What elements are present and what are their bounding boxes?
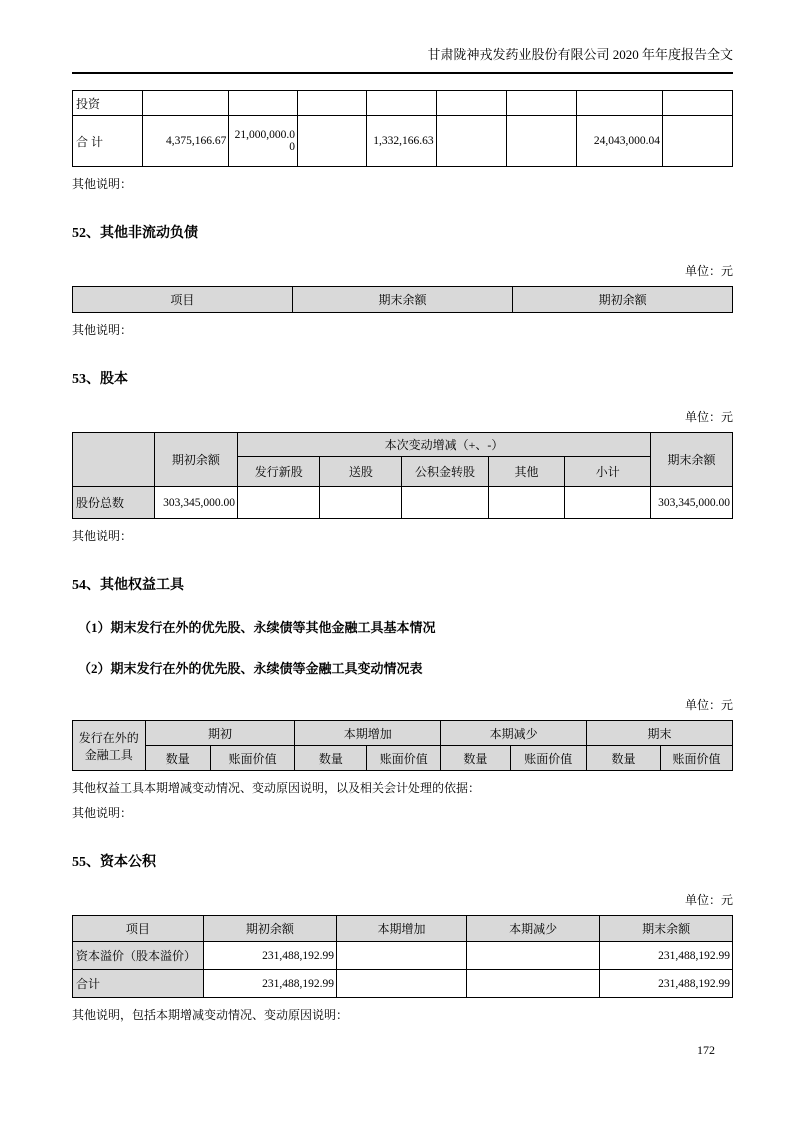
table-cell xyxy=(336,970,466,998)
section-heading-52: 52、其他非流动负债 xyxy=(72,226,198,241)
other-note: 其他说明： xyxy=(72,529,133,543)
col-header: 数量 xyxy=(295,746,367,771)
row-label: 合计 xyxy=(73,970,204,998)
capital-reserve-table xyxy=(72,915,733,998)
col-header: 数量 xyxy=(441,746,510,771)
corner-cell xyxy=(73,433,155,487)
col-group-header: 期初 xyxy=(145,721,295,746)
table-cell: 1,332,166.63 xyxy=(366,116,436,167)
table-cell: 303,345,000.00 xyxy=(651,487,733,519)
table-cell xyxy=(506,91,576,116)
table-subheader-row xyxy=(73,746,733,771)
table-cell xyxy=(229,91,298,116)
col-group-header: 本期增加 xyxy=(295,721,441,746)
other-note: 其他说明： xyxy=(72,177,133,191)
doc-header-title: 甘肃陇神戎发药业股份有限公司 2020 年年度报告全文 xyxy=(72,46,733,74)
row-label: 投资 xyxy=(73,91,143,116)
subsection-heading-2: （2）期末发行在外的优先股、永续债等金融工具变动情况表 xyxy=(78,661,423,676)
table-cell xyxy=(436,116,506,167)
col-header: 本期增加 xyxy=(336,916,466,942)
table-row xyxy=(73,942,733,970)
table-row-total xyxy=(73,116,733,167)
other-note: 其他说明： xyxy=(72,323,133,337)
col-header: 数量 xyxy=(145,746,210,771)
table-cell xyxy=(336,942,466,970)
unit-label: 单位：元 xyxy=(684,410,733,424)
share-capital-table xyxy=(72,432,733,519)
table-cell xyxy=(436,91,506,116)
table-cell xyxy=(237,487,320,519)
table-cell: 303,345,000.00 xyxy=(154,487,237,519)
unit-label: 单位：元 xyxy=(684,893,733,907)
other-equity-instruments-table xyxy=(72,720,733,771)
table-cell: 231,488,192.99 xyxy=(600,942,733,970)
col-group-header: 本次变动增减（+、-） xyxy=(237,433,650,457)
other-noncurrent-liabilities-table xyxy=(72,286,733,313)
col-header: 发行在外的金融工具 xyxy=(73,721,146,771)
table-header-row xyxy=(73,916,733,942)
table-cell xyxy=(366,91,436,116)
table-row-total xyxy=(73,970,733,998)
other-note: 其他说明，包括本期增减变动情况、变动原因说明： xyxy=(72,1008,349,1022)
table-header-row xyxy=(73,721,733,746)
section-heading-53: 53、股本 xyxy=(72,372,128,387)
table-cell xyxy=(467,970,600,998)
table-cell xyxy=(298,116,367,167)
section-heading-54: 54、其他权益工具 xyxy=(72,578,184,593)
table-cell xyxy=(320,487,402,519)
table-cell xyxy=(576,91,662,116)
col-header: 期初余额 xyxy=(513,287,733,313)
row-label: 合 计 xyxy=(73,116,143,167)
table-cell: 231,488,192.99 xyxy=(203,970,336,998)
other-note: 其他说明： xyxy=(72,806,133,820)
table-row xyxy=(73,487,733,519)
col-header: 期末余额 xyxy=(292,287,512,313)
col-header: 发行新股 xyxy=(237,457,320,487)
row-label: 资本溢价（股本溢价） xyxy=(73,942,204,970)
table-cell: 4,375,166.67 xyxy=(142,116,228,167)
table-cell xyxy=(467,942,600,970)
col-header: 小计 xyxy=(565,457,651,487)
table-row xyxy=(73,91,733,116)
col-header: 公积金转股 xyxy=(402,457,488,487)
col-header: 账面价值 xyxy=(510,746,587,771)
col-header: 期末余额 xyxy=(600,916,733,942)
table-cell xyxy=(402,487,488,519)
unit-label: 单位：元 xyxy=(684,264,733,278)
table-cell: 231,488,192.99 xyxy=(600,970,733,998)
col-header: 账面价值 xyxy=(660,746,732,771)
table-cell xyxy=(565,487,651,519)
col-header: 其他 xyxy=(488,457,565,487)
table-header-row xyxy=(73,433,733,457)
col-header: 账面价值 xyxy=(367,746,441,771)
table-cell: 231,488,192.99 xyxy=(203,942,336,970)
unit-label: 单位：元 xyxy=(684,698,733,712)
col-header: 项目 xyxy=(73,916,204,942)
section-heading-55: 55、资本公积 xyxy=(72,855,156,870)
table-cell xyxy=(298,91,367,116)
subsection-heading-1: （1）期末发行在外的优先股、永续债等其他金融工具基本情况 xyxy=(78,620,436,635)
carryover-table xyxy=(72,90,733,167)
col-header: 期初余额 xyxy=(203,916,336,942)
page-number: 172 xyxy=(697,1043,715,1057)
col-header: 送股 xyxy=(320,457,402,487)
table-cell xyxy=(488,487,565,519)
table-cell xyxy=(142,91,228,116)
equity-change-note: 其他权益工具本期增减变动情况、变动原因说明，以及相关会计处理的依据： xyxy=(72,781,481,795)
col-header: 本期减少 xyxy=(467,916,600,942)
table-header-row xyxy=(73,287,733,313)
table-cell xyxy=(662,116,732,167)
col-group-header: 期末 xyxy=(587,721,733,746)
table-cell: 21,000,000.00 xyxy=(229,116,298,167)
col-header: 期末余额 xyxy=(651,433,733,487)
col-header: 项目 xyxy=(73,287,293,313)
row-label: 股份总数 xyxy=(73,487,155,519)
col-header: 期初余额 xyxy=(154,433,237,487)
table-cell: 24,043,000.04 xyxy=(576,116,662,167)
col-header: 账面价值 xyxy=(210,746,294,771)
table-cell xyxy=(662,91,732,116)
table-cell xyxy=(506,116,576,167)
col-group-header: 本期减少 xyxy=(441,721,587,746)
col-header: 数量 xyxy=(587,746,661,771)
